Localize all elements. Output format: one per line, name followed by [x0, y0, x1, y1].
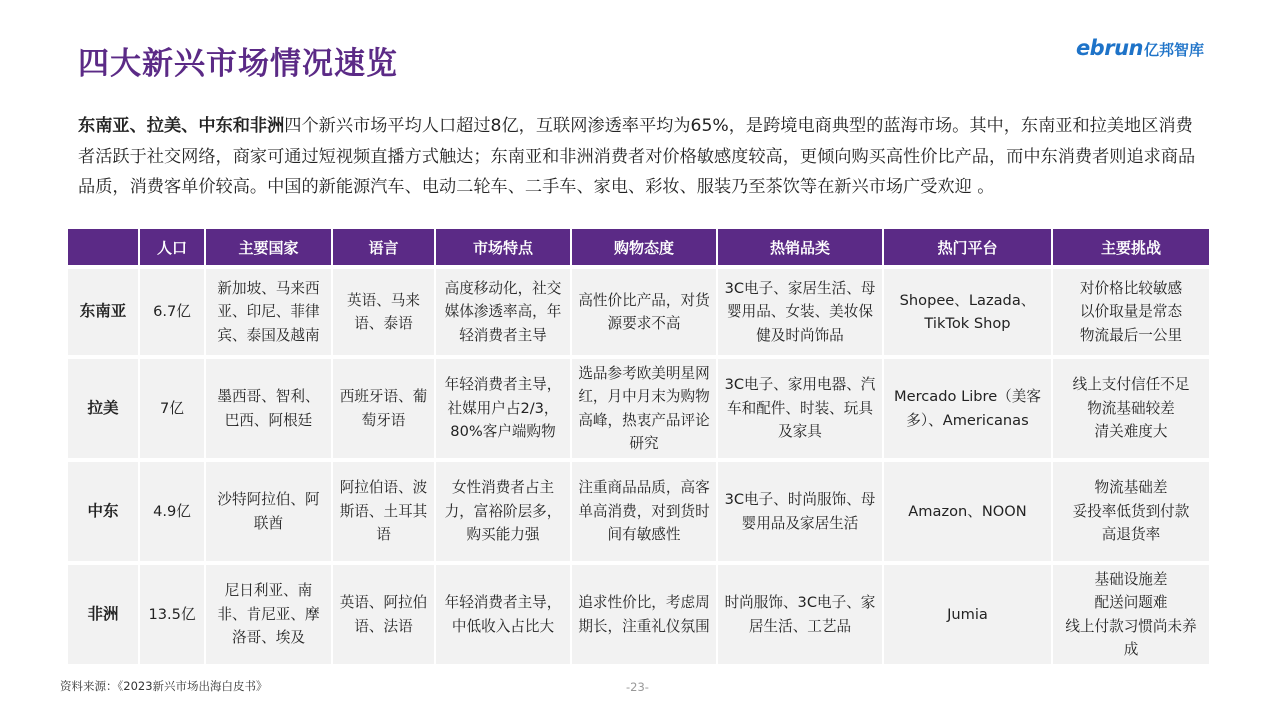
cell-attitude: 追求性价比，考虑周期长，注重礼仪氛围	[571, 563, 717, 664]
header-platforms: 热门平台	[883, 229, 1052, 267]
cell-population: 13.5亿	[139, 563, 205, 664]
source-note: 资料来源：《2023新兴市场出海白皮书》	[60, 679, 268, 693]
cell-features: 女性消费者占主力，富裕阶层多，购买能力强	[435, 460, 571, 563]
cell-platforms: Amazon、NOON	[883, 460, 1052, 563]
cell-language: 西班牙语、葡萄牙语	[332, 357, 435, 460]
cell-countries: 新加坡、马来西亚、印尼、菲律宾、泰国及越南	[205, 267, 332, 357]
cell-challenges	[1052, 267, 1209, 357]
cell-language: 阿拉伯语、波斯语、土耳其语	[332, 460, 435, 563]
logo-wordmark: ebrun	[1075, 36, 1143, 60]
cell-region: 中东	[68, 460, 139, 563]
cell-population: 4.9亿	[139, 460, 205, 563]
brand-logo	[1076, 36, 1204, 60]
intro-text: 四个新兴市场平均人口超过8亿，互联网渗透率平均为65%，是跨境电商典型的蓝海市场。其中，东南亚和拉美地区消费者活跃于社交网络，商家可通过短视频直播方式触达；东南亚和非洲消费者对价格敏感度较高，更倾向购买高性价比产品，而中东消费者则追求商品品质，消费客单价较高。中国的新能源汽车、电动二轮车、二手车、家电、彩妆、服装乃至茶饮等在新兴市场广受欢迎 。	[78, 116, 1196, 197]
challenge-line: 线上付款习惯尚未养成	[1065, 617, 1197, 658]
cell-categories: 3C电子、家居生活、母婴用品、女装、美妆保健及时尚饰品	[717, 267, 883, 357]
header-attitude: 购物态度	[571, 229, 717, 267]
cell-countries: 墨西哥、智利、巴西、阿根廷	[205, 357, 332, 460]
challenge-line: 高退货率	[1101, 526, 1161, 544]
table-row	[68, 563, 1209, 664]
cell-region: 东南亚	[68, 267, 139, 357]
cell-challenges	[1052, 460, 1209, 563]
table-row	[68, 460, 1209, 563]
cell-challenges	[1052, 563, 1209, 664]
cell-platforms: Jumia	[883, 563, 1052, 664]
cell-challenges	[1052, 357, 1209, 460]
cell-population: 7亿	[139, 357, 205, 460]
cell-categories: 时尚服饰、3C电子、家居生活、工艺品	[717, 563, 883, 664]
cell-population: 6.7亿	[139, 267, 205, 357]
cell-attitude: 高性价比产品，对货源要求不高	[571, 267, 717, 357]
intro-highlight: 东南亚、拉美、中东和非洲	[78, 116, 285, 136]
page-title: 四大新兴市场情况速览	[78, 46, 398, 82]
logo-chinese-name: 亿邦智库	[1143, 41, 1204, 59]
challenge-line: 物流基础较差	[1087, 399, 1175, 417]
table-row	[68, 357, 1209, 460]
cell-features: 高度移动化，社交媒体渗透率高，年轻消费者主导	[435, 267, 571, 357]
challenge-line: 以价取量是常态	[1079, 303, 1183, 321]
table-row	[68, 267, 1209, 357]
cell-features: 年轻消费者主导，社媒用户占2/3，80%客户端购物	[435, 357, 571, 460]
page-number: -23-	[626, 680, 649, 694]
cell-platforms: Mercado Libre（美客多）、Americanas	[883, 357, 1052, 460]
intro-paragraph	[78, 111, 1203, 203]
cell-countries: 尼日利亚、南非、肯尼亚、摩洛哥、埃及	[205, 563, 332, 664]
cell-attitude: 选品参考欧美明星网红，月中月末为购物高峰，热衷产品评论研究	[571, 357, 717, 460]
table-header-row	[68, 229, 1209, 267]
cell-region: 非洲	[68, 563, 139, 664]
cell-categories: 3C电子、时尚服饰、母婴用品及家居生活	[717, 460, 883, 563]
market-overview-table	[68, 229, 1209, 664]
challenge-line: 清关难度大	[1094, 423, 1168, 441]
challenge-line: 对价格比较敏感	[1079, 279, 1183, 297]
cell-countries: 沙特阿拉伯、阿联酋	[205, 460, 332, 563]
cell-features: 年轻消费者主导，中低收入占比大	[435, 563, 571, 664]
cell-language: 英语、马来语、泰语	[332, 267, 435, 357]
header-challenges: 主要挑战	[1052, 229, 1209, 267]
challenge-line: 基础设施差	[1094, 570, 1168, 588]
challenge-line: 配送问题难	[1094, 594, 1168, 611]
challenge-line: 物流基础差	[1094, 479, 1168, 497]
header-region	[68, 229, 139, 267]
header-population: 人口	[139, 229, 205, 267]
challenge-line: 线上支付信任不足	[1072, 376, 1190, 394]
cell-attitude: 注重商品品质，高客单高消费，对到货时间有敏感性	[571, 460, 717, 563]
cell-categories: 3C电子、家用电器、汽车和配件、时装、玩具及家具	[717, 357, 883, 460]
challenge-line: 妥投率低货到付款	[1072, 502, 1190, 520]
header-categories: 热销品类	[717, 229, 883, 267]
cell-platforms: Shopee、Lazada、TikTok Shop	[883, 267, 1052, 357]
cell-region: 拉美	[68, 357, 139, 460]
challenge-line: 物流最后一公里	[1079, 326, 1183, 344]
header-language: 语言	[332, 229, 435, 267]
header-countries: 主要国家	[205, 229, 332, 267]
header-features: 市场特点	[435, 229, 571, 267]
cell-language: 英语、阿拉伯语、法语	[332, 563, 435, 664]
